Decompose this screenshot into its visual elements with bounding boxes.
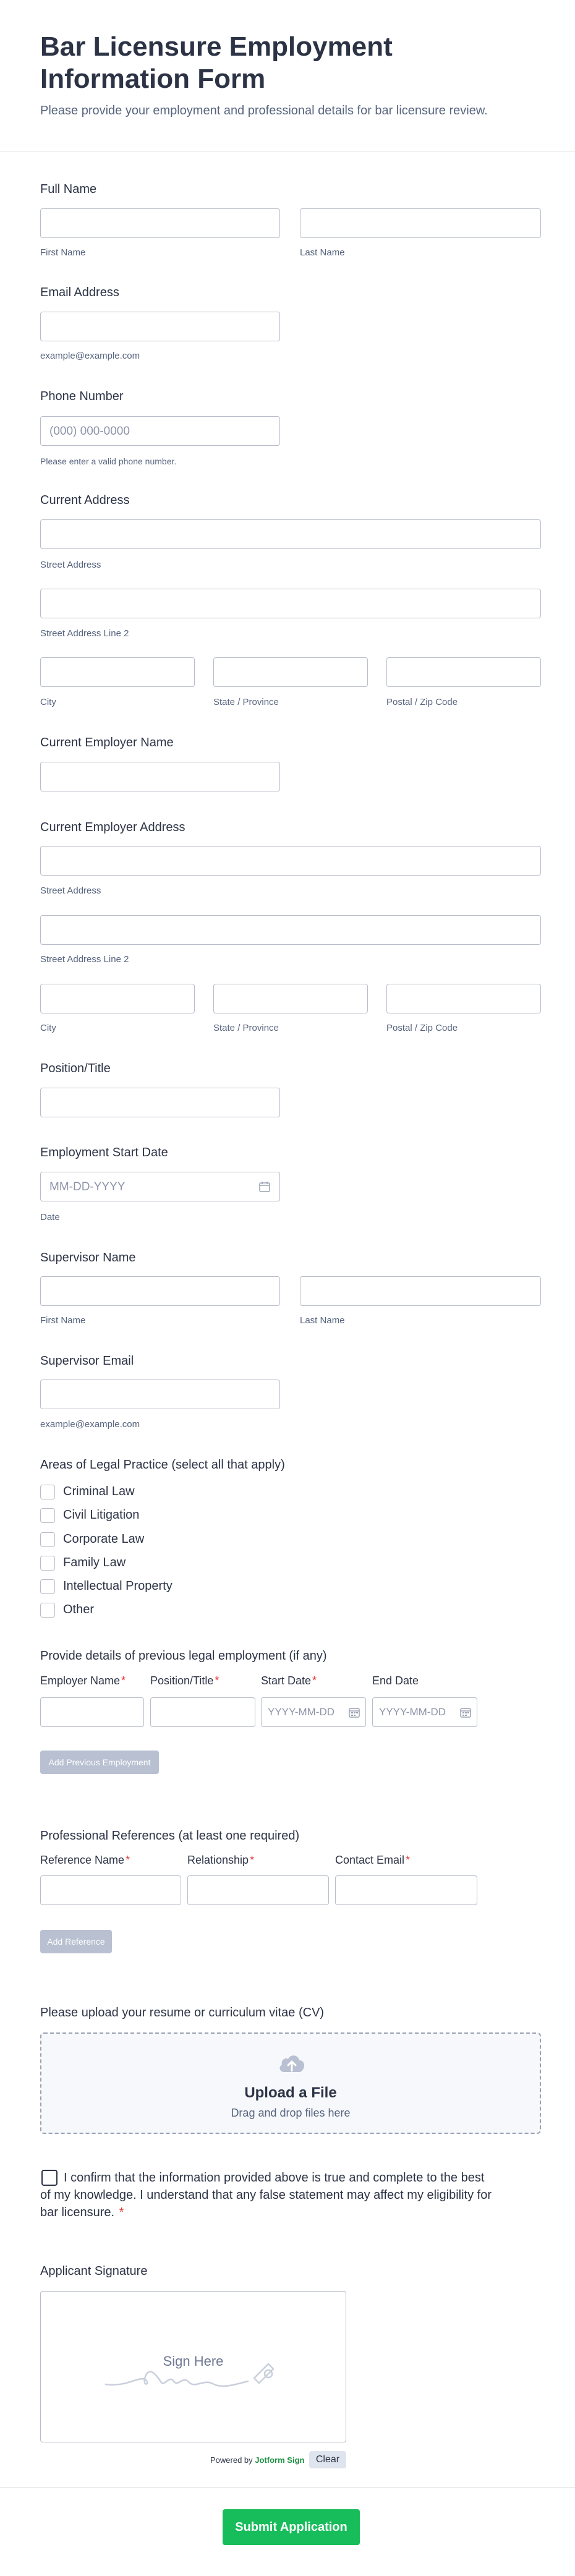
- current-state-sublabel: State / Province: [213, 697, 279, 707]
- prev-start-date-input[interactable]: [261, 1697, 366, 1727]
- prev-start-date-placeholder: YYYY-MM-DD: [268, 1706, 334, 1718]
- current-state-input[interactable]: [213, 657, 368, 687]
- current-zip-sublabel: Postal / Zip Code: [386, 697, 458, 707]
- employer-street-sublabel: Street Address: [40, 885, 101, 896]
- prev-position-input[interactable]: [150, 1697, 255, 1727]
- employer-state-input[interactable]: [213, 984, 368, 1013]
- phone-input[interactable]: [40, 416, 280, 446]
- form-subtitle: Please provide your employment and professional details for bar licensure review.: [40, 104, 488, 117]
- employer-address-label: Current Employer Address: [40, 821, 185, 834]
- current-city-input[interactable]: [40, 657, 195, 687]
- email-label: Email Address: [40, 286, 119, 299]
- consent-text: I confirm that the information provided above is true and complete to the best of my knowledge. I understand that any false statement may affect my eligibility for bar licensure. *: [40, 2171, 492, 2219]
- form-header: [0, 0, 575, 152]
- file-upload-dropzone[interactable]: [40, 2032, 541, 2134]
- checkbox[interactable]: [40, 1532, 55, 1547]
- employer-city-sublabel: City: [40, 1023, 56, 1033]
- ref-email-input[interactable]: [335, 1875, 477, 1905]
- ref-relationship-input[interactable]: [187, 1875, 329, 1905]
- start-date-placeholder: MM-DD-YYYY: [49, 1180, 126, 1193]
- checkbox[interactable]: [40, 1508, 55, 1523]
- email-hint: example@example.com: [40, 351, 140, 361]
- powered-by-text: Powered by Jotform Sign: [210, 2455, 305, 2465]
- add-previous-employment-button[interactable]: Add Previous Employment: [40, 1751, 159, 1774]
- employer-name-label: Current Employer Name: [40, 736, 174, 749]
- ref-col-email: Contact Email *: [335, 1854, 411, 1866]
- email-input[interactable]: [40, 312, 280, 341]
- prev-col-employer-name: Employer Name *: [40, 1674, 126, 1687]
- checkbox-label: Other: [63, 1603, 95, 1616]
- prev-end-date-input[interactable]: [372, 1697, 477, 1727]
- signature-pad[interactable]: [40, 2291, 346, 2442]
- first-name-input[interactable]: [40, 208, 280, 238]
- prev-employer-name-input[interactable]: [40, 1697, 144, 1727]
- clear-signature-button[interactable]: Clear: [309, 2451, 346, 2468]
- upload-label: Please upload your resume or curriculum vitae (CV): [40, 2006, 325, 2019]
- first-name-sublabel: First Name: [40, 247, 86, 258]
- employer-zip-input[interactable]: [386, 984, 541, 1013]
- ref-col-name: Reference Name *: [40, 1854, 130, 1866]
- supervisor-email-label: Supervisor Email: [40, 1354, 134, 1368]
- last-name-input[interactable]: [300, 208, 541, 238]
- employer-street2-sublabel: Street Address Line 2: [40, 954, 129, 965]
- calendar-icon[interactable]: [258, 1180, 271, 1193]
- checkbox[interactable]: [40, 1485, 55, 1499]
- employer-street2-input[interactable]: [40, 915, 541, 945]
- signature-scribble-icon: [103, 2350, 282, 2394]
- previous-employment-label: Provide details of previous legal employment (if any): [40, 1649, 327, 1663]
- calendar-icon[interactable]: [459, 1706, 472, 1718]
- supervisor-email-hint: example@example.com: [40, 1419, 140, 1430]
- cloud-upload-icon: [277, 2052, 307, 2075]
- position-input[interactable]: [40, 1088, 280, 1117]
- current-street-sublabel: Street Address: [40, 560, 101, 570]
- last-name-sublabel: Last Name: [300, 247, 345, 258]
- prev-col-start-date: Start Date *: [261, 1674, 317, 1687]
- current-street-input[interactable]: [40, 519, 541, 549]
- employer-name-input[interactable]: [40, 762, 280, 791]
- employer-state-sublabel: State / Province: [213, 1023, 279, 1033]
- prev-end-date-placeholder: YYYY-MM-DD: [379, 1706, 446, 1718]
- add-reference-button[interactable]: Add Reference: [40, 1930, 112, 1953]
- employer-street-input[interactable]: [40, 846, 541, 876]
- submit-button[interactable]: Submit Application: [223, 2509, 360, 2545]
- current-zip-input[interactable]: [386, 657, 541, 687]
- start-date-input[interactable]: [40, 1172, 280, 1201]
- calendar-icon[interactable]: [348, 1706, 360, 1718]
- phone-placeholder: (000) 000-0000: [49, 425, 130, 438]
- full-name-label: Full Name: [40, 182, 97, 196]
- start-date-sublabel: Date: [40, 1212, 60, 1222]
- ref-col-relationship: Relationship *: [187, 1854, 255, 1866]
- supervisor-name-label: Supervisor Name: [40, 1251, 136, 1265]
- supervisor-last-sublabel: Last Name: [300, 1315, 345, 1326]
- employer-city-input[interactable]: [40, 984, 195, 1013]
- practice-areas-label: Areas of Legal Practice (select all that apply): [40, 1458, 285, 1472]
- checkbox-label: Family Law: [63, 1556, 126, 1569]
- supervisor-first-sublabel: First Name: [40, 1315, 86, 1326]
- supervisor-last-name-input[interactable]: [300, 1276, 541, 1306]
- current-city-sublabel: City: [40, 697, 56, 707]
- checkbox[interactable]: [40, 1556, 55, 1571]
- checkbox-label: Criminal Law: [63, 1485, 135, 1498]
- upload-subtitle: Drag and drop files here: [231, 2107, 351, 2119]
- current-address-label: Current Address: [40, 493, 130, 507]
- signature-placeholder: Sign Here: [163, 2353, 224, 2369]
- ref-name-input[interactable]: [40, 1875, 181, 1905]
- current-street2-sublabel: Street Address Line 2: [40, 628, 129, 639]
- form-footer: [0, 2487, 575, 2576]
- phone-label: Phone Number: [40, 390, 124, 403]
- signature-label: Applicant Signature: [40, 2264, 148, 2278]
- phone-hint: Please enter a valid phone number.: [40, 456, 177, 466]
- form-title: Bar Licensure Employment Information Form: [40, 32, 393, 94]
- upload-title: Upload a File: [244, 2084, 337, 2101]
- supervisor-first-name-input[interactable]: [40, 1276, 280, 1306]
- prev-col-position: Position/Title *: [150, 1674, 219, 1687]
- checkbox-label: Corporate Law: [63, 1532, 145, 1546]
- references-label: Professional References (at least one required): [40, 1829, 300, 1843]
- current-street2-input[interactable]: [40, 589, 541, 618]
- position-label: Position/Title: [40, 1062, 111, 1075]
- checkbox-label: Civil Litigation: [63, 1508, 140, 1522]
- start-date-label: Employment Start Date: [40, 1146, 168, 1159]
- checkbox-label: Intellectual Property: [63, 1579, 172, 1593]
- checkbox[interactable]: [40, 1603, 55, 1618]
- employer-zip-sublabel: Postal / Zip Code: [386, 1023, 458, 1033]
- prev-col-end-date: End Date: [372, 1674, 419, 1687]
- checkbox[interactable]: [40, 1579, 55, 1594]
- supervisor-email-input[interactable]: [40, 1380, 280, 1409]
